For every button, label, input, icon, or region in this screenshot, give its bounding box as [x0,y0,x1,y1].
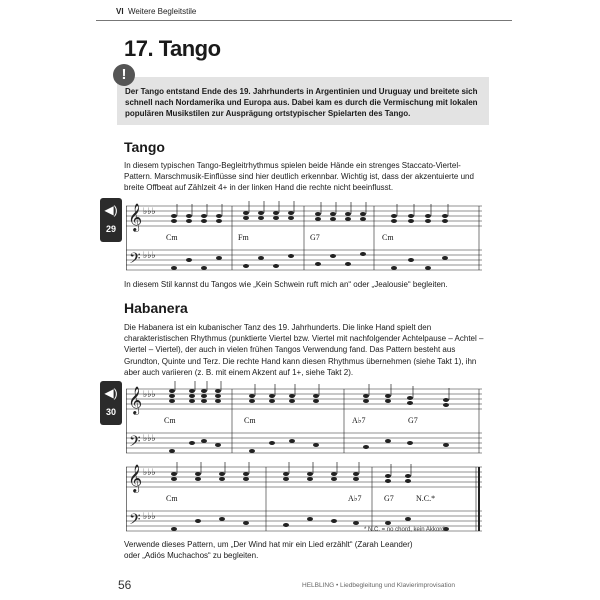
tango-score [126,198,482,276]
habanera-intro: Die Habanera ist ein kubanischer Tanz des 19. Jahrhunderts. Die linke Hand spielt den charakteristischen Rhythmus (punktierte Viertel bzw. Viertel mit nachfolgender Achtelpause – Achtel – Viertel – Viertel), der auch in vielen frühen Tangos Verwendung fand. Das Pattern besteht aus Grundton, Quinte und Terz. Die rechte Hand kann diesen Rhythmus übernehmen (siehe Takt 1), ihn aber auch variieren (z. B. mit einem Akzent auf 1+, siehe Takt 2). [124,323,484,377]
chord-label: A♭7 [352,416,366,425]
svg-text:𝄢: 𝄢 [129,433,141,454]
tango-heading: Tango [124,139,165,155]
chord-label: Cm [166,233,178,242]
svg-text:𝄢: 𝄢 [129,511,141,532]
running-header [96,6,512,21]
svg-text:♭♭♭: ♭♭♭ [143,467,156,477]
habanera-score-system-2 [126,459,482,537]
audio-track-29[interactable] [100,198,122,242]
chord-label: Cm [382,233,394,242]
speaker-icon: ◀) [104,386,118,400]
habanera-heading: Habanera [124,300,188,316]
svg-text:♭♭♭: ♭♭♭ [143,206,156,216]
chord-label: G7 [408,416,418,425]
svg-text:♭♭♭: ♭♭♭ [143,389,156,399]
exclamation-icon: ! [113,64,135,86]
chord-label: N.C.* [416,494,436,503]
chord-label: G7 [310,233,320,242]
chord-label: Cm [164,416,176,425]
chord-label: Fm [238,233,249,242]
info-text: Der Tango entstand Ende des 19. Jahrhunderts in Argentinien und Uruguay und breitete sich schnell nach Nordamerika und Europa aus. Dabei kam es durch die Vermischung mit lokalen populären Musikstilen zur Ausprägung ortstypischer Spielarten des Tango. [125,87,478,118]
habanera-after: Verwende dieses Pattern, um „Der Wind hat mir ein Lied erzählt“ (Zarah Leander) oder „Adiós Muchachos“ zu begleiten. [124,540,413,561]
chord-label: Cm [166,494,178,503]
svg-text:𝄢: 𝄢 [129,250,141,271]
chord-label: Cm [244,416,256,425]
svg-text:♭♭♭: ♭♭♭ [143,250,156,260]
footer-text: HELBLING • Liedbegleitung und Klavierimprovisation [302,582,455,589]
footnote: * N.C. = no chord, kein Akkord [364,527,445,533]
section-title: Weitere Begleitstile [128,7,197,16]
chord-label: G7 [384,494,394,503]
svg-text:𝄞: 𝄞 [128,464,143,492]
svg-text:♭♭♭: ♭♭♭ [143,511,156,521]
speaker-icon: ◀) [104,203,118,217]
audio-track-30[interactable] [100,381,122,425]
track-number: 29 [105,224,116,234]
habanera-score-system-1 [126,381,482,459]
chapter-title: 17. Tango [124,36,221,61]
tango-after: In diesem Stil kannst du Tangos wie „Kein Schwein ruft mich an“ oder „Jealousie“ begleiten. [124,280,448,289]
section-number: VI [116,7,124,16]
info-box [117,77,489,125]
page-number: 56 [118,578,132,592]
svg-text:♭♭♭: ♭♭♭ [143,433,156,443]
chord-label: A♭7 [348,494,362,503]
svg-text:𝄞: 𝄞 [128,386,143,414]
track-number: 30 [105,407,116,417]
tango-intro: In diesem typischen Tango-Begleitrhythmus spielen beide Hände ein strenges Staccato-Viertel-Pattern. Marschmusik-Einflüsse sind hier deutlich erkennbar. Wichtig ist, dass der akzentuierte und breite Offbeat auf Zählzeit 4+ in der linken Hand die rechte nicht beeinflusst. [124,161,474,193]
svg-text:𝄞: 𝄞 [128,203,143,231]
book-page [96,0,512,600]
